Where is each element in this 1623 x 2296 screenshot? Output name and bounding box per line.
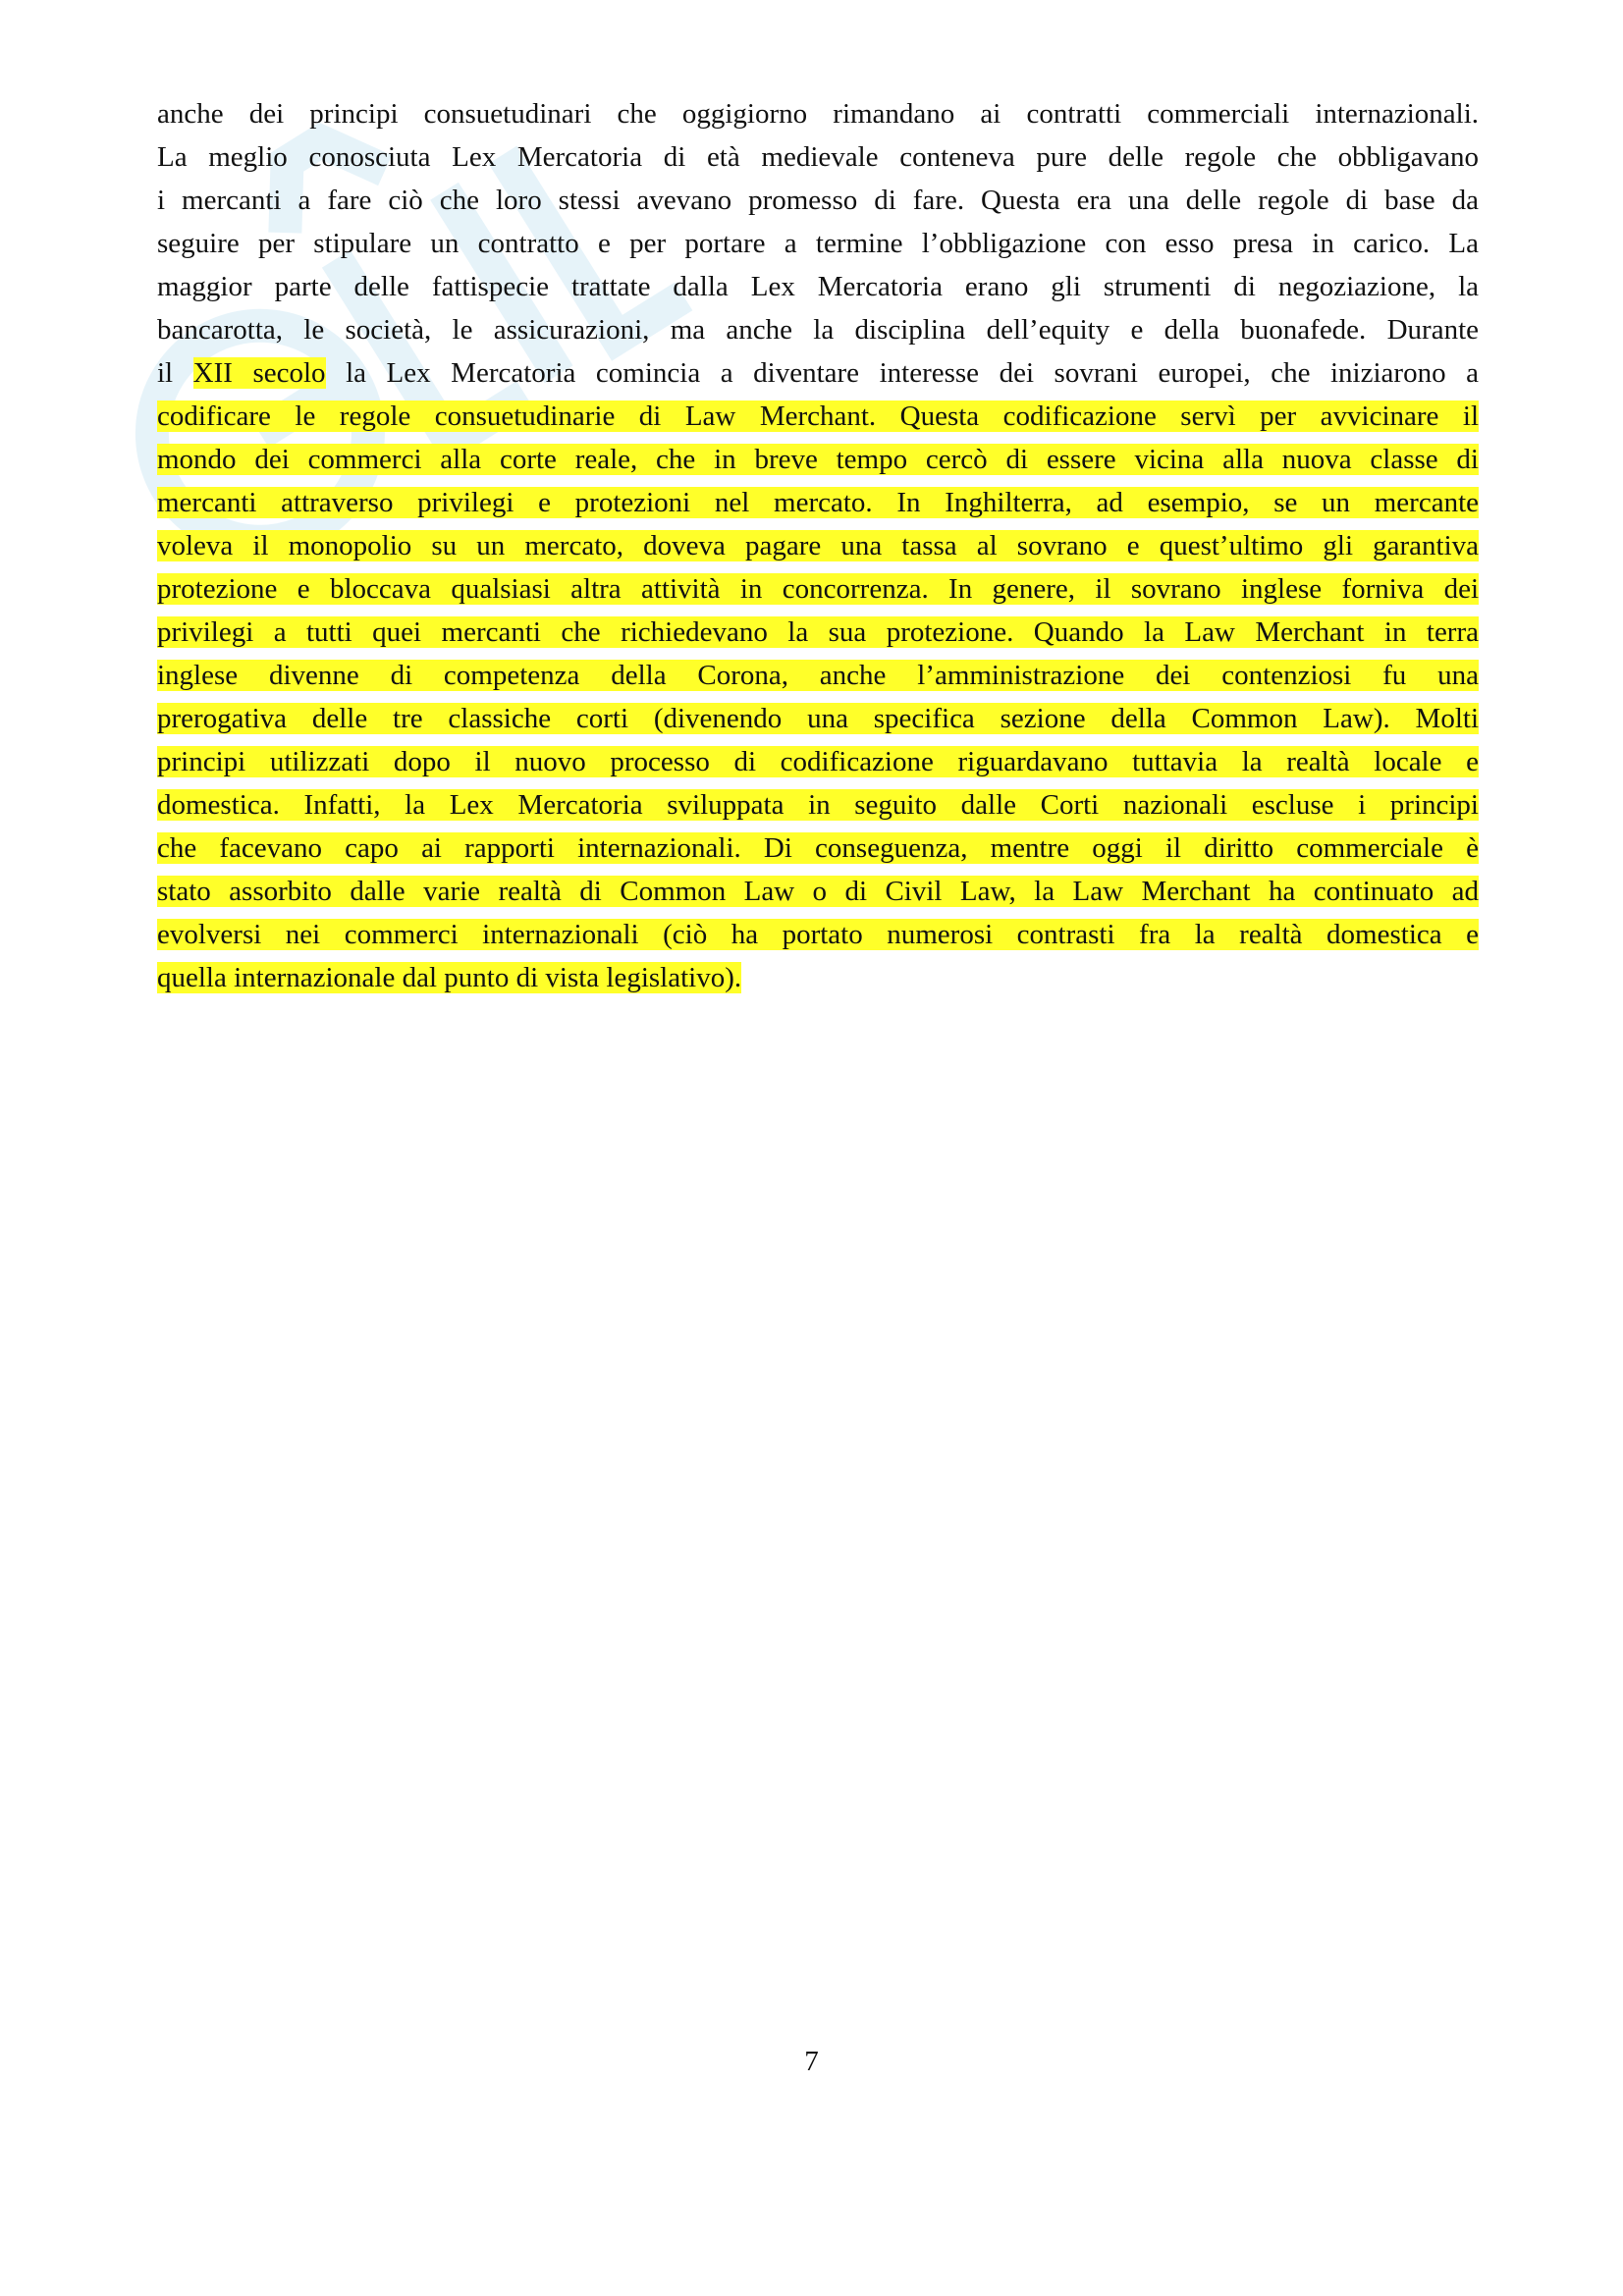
text-line xyxy=(157,438,1479,481)
highlighted-text: evolversi nei commerci internazionali (ciò ha portato numerosi contrasti fra la realtà domestica e xyxy=(157,919,1479,950)
text-line xyxy=(157,956,1479,999)
highlighted-text: principi utilizzati dopo il nuovo processo di codificazione riguardavano tuttavia la realtà locale e xyxy=(157,746,1479,777)
text-segment: la Lex Mercatoria comincia a diventare interesse dei sovrani europei, che iniziarono a xyxy=(325,357,1479,389)
highlighted-text: privilegi a tutti quei mercanti che richiedevano la sua protezione. Quando la Law Merchant in terra xyxy=(157,616,1479,648)
text-segment: bancarotta, le società, le assicurazioni, ma anche la disciplina dell’equity e della buonafede. Durante xyxy=(157,314,1479,346)
text-line xyxy=(157,697,1479,740)
highlighted-text: XII secolo xyxy=(192,357,326,389)
text-line xyxy=(157,92,1479,135)
highlighted-text: mondo dei commerci alla corte reale, che in breve tempo cercò di essere vicina alla nuova classe di xyxy=(157,444,1479,475)
text-line xyxy=(157,567,1479,611)
highlighted-text: quella internazionale dal punto di vista legislativo). xyxy=(157,962,742,993)
highlighted-text: inglese divenne di competenza della Corona, anche l’amministrazione dei contenziosi fu una xyxy=(157,660,1479,691)
text-line xyxy=(157,179,1479,222)
document-body xyxy=(157,92,1479,999)
text-segment: il xyxy=(157,357,193,389)
text-line xyxy=(157,913,1479,956)
text-line xyxy=(157,654,1479,697)
text-segment: La meglio conosciuta Lex Mercatoria di età medievale conteneva pure delle regole che obbligavano xyxy=(157,141,1479,173)
text-segment: anche dei principi consuetudinari che oggigiorno rimandano ai contratti commerciali internazionali. xyxy=(157,98,1479,130)
text-line xyxy=(157,524,1479,567)
text-line xyxy=(157,351,1479,395)
text-line xyxy=(157,135,1479,179)
text-line xyxy=(157,395,1479,438)
text-line xyxy=(157,783,1479,827)
highlighted-text: stato assorbito dalle varie realtà di Common Law o di Civil Law, la Law Merchant ha continuato ad xyxy=(157,876,1479,907)
highlighted-text: protezione e bloccava qualsiasi altra attività in concorrenza. In genere, il sovrano inglese forniva dei xyxy=(157,573,1479,605)
text-line xyxy=(157,870,1479,913)
page-number: 7 xyxy=(804,2046,819,2077)
highlighted-text: prerogativa delle tre classiche corti (divenendo una specifica sezione della Common Law). Molti xyxy=(157,703,1479,734)
highlighted-text: voleva il monopolio su un mercato, doveva pagare una tassa al sovrano e quest’ultimo gli garantiva xyxy=(157,530,1479,561)
text-line xyxy=(157,740,1479,783)
text-line xyxy=(157,222,1479,265)
text-line xyxy=(157,827,1479,870)
text-line xyxy=(157,481,1479,524)
text-line xyxy=(157,308,1479,351)
text-segment: seguire per stipulare un contratto e per portare a termine l’obbligazione con esso presa in carico. La xyxy=(157,228,1479,259)
highlighted-text: codificare le regole consuetudinarie di Law Merchant. Questa codificazione servì per avvicinare il xyxy=(157,400,1479,432)
highlighted-text: che facevano capo ai rapporti internazionali. Di conseguenza, mentre oggi il diritto commerciale è xyxy=(157,832,1479,864)
text-segment: maggior parte delle fattispecie trattate dalla Lex Mercatoria erano gli strumenti di negoziazione, la xyxy=(157,271,1479,302)
highlighted-text: mercanti attraverso privilegi e protezioni nel mercato. In Inghilterra, ad esempio, se un mercante xyxy=(157,487,1479,518)
text-segment: i mercanti a fare ciò che loro stessi avevano promesso di fare. Questa era una delle regole di base da xyxy=(157,185,1479,216)
text-line xyxy=(157,611,1479,654)
highlighted-text: domestica. Infatti, la Lex Mercatoria sviluppata in seguito dalle Corti nazionali escluse i principi xyxy=(157,789,1479,821)
text-line xyxy=(157,265,1479,308)
